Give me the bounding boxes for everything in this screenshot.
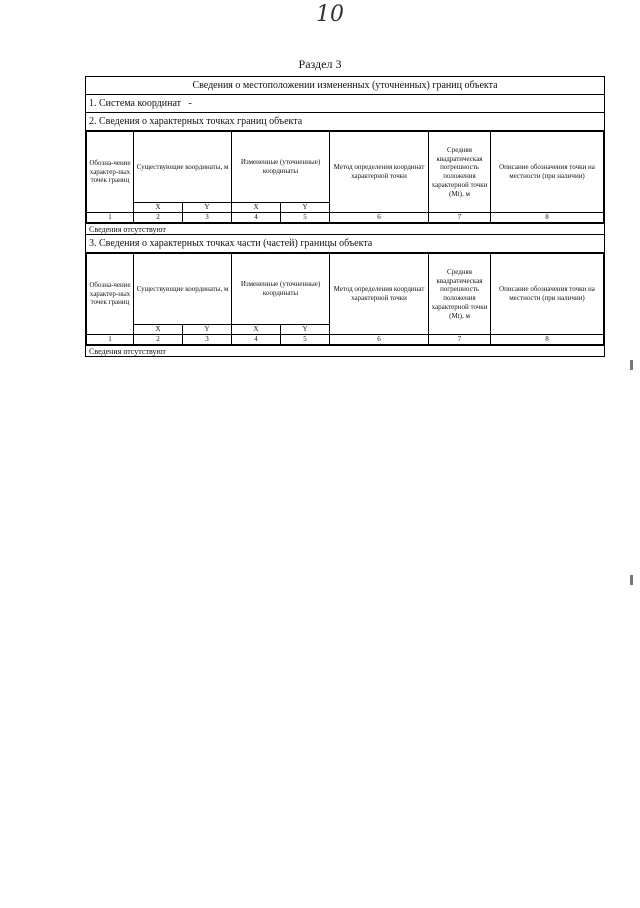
table2-num: 2 <box>134 335 183 345</box>
table1 <box>86 131 604 223</box>
table1-sub-x2: X <box>232 203 281 213</box>
table1-container <box>86 131 605 224</box>
table1-num: 1 <box>87 213 134 223</box>
table2-col-method: Метод определения координат характерной точки <box>330 254 429 335</box>
table1-col-point: Обозна-чение характер-ных точек границ <box>87 132 134 213</box>
table1-num: 3 <box>183 213 232 223</box>
section-title: Раздел 3 <box>298 57 342 71</box>
table1-num: 8 <box>491 213 604 223</box>
table2-sub-x2: X <box>232 325 281 335</box>
table1-col-changed: Измененные (уточненные) координаты <box>232 132 330 203</box>
table1-num: 4 <box>232 213 281 223</box>
table2-title: 3. Сведения о характерных точках части (частей) границы объекта <box>86 235 605 253</box>
table2-sub-y1: Y <box>183 325 232 335</box>
table2-num: 3 <box>183 335 232 345</box>
table1-num: 2 <box>134 213 183 223</box>
coord-system-row <box>86 95 605 113</box>
table2-num: 7 <box>429 335 491 345</box>
table1-sub-x1: X <box>134 203 183 213</box>
table2-no-data: Сведения отсутствуют <box>86 346 605 357</box>
table2-header-row <box>87 254 604 325</box>
table2-col-error: Средняя квадратическая погрешность положения характерной точки (Mt), м <box>429 254 491 335</box>
table2-sub-y2: Y <box>281 325 330 335</box>
table1-col-error: Средняя квадратическая погрешность положения характерной точки (Mt), м <box>429 132 491 213</box>
table2-col-point: Обозна-чение характер-ных точек границ <box>87 254 134 335</box>
block-title: Сведения о местоположении измененных (уточненных) границ объекта <box>86 77 605 95</box>
table1-sub-y1: Y <box>183 203 232 213</box>
table1-col-existing: Существующие координаты, м <box>134 132 232 203</box>
table2-col-changed: Измененные (уточненные) координаты <box>232 254 330 325</box>
scan-edge-mark <box>630 575 633 585</box>
table2-num: 1 <box>87 335 134 345</box>
table2-container <box>86 253 605 346</box>
table1-num: 7 <box>429 213 491 223</box>
table2-num: 6 <box>330 335 429 345</box>
table1-num: 6 <box>330 213 429 223</box>
table2-num: 4 <box>232 335 281 345</box>
table2-num: 5 <box>281 335 330 345</box>
table1-col-method: Метод определения координат характерной точки <box>330 132 429 213</box>
table2-col-existing: Существующие координаты, м <box>134 254 232 325</box>
table1-no-data: Сведения отсутствуют <box>86 224 605 235</box>
coord-system-value: - <box>188 98 192 109</box>
table1-col-description: Описание обозначения точки на местности (при наличии) <box>491 132 604 213</box>
table1-header-row <box>87 132 604 203</box>
table2-number-row <box>87 335 604 345</box>
table1-title: 2. Сведения о характерных точках границ объекта <box>86 113 605 131</box>
table2-col-description: Описание обозначения точки на местности (при наличии) <box>491 254 604 335</box>
table1-number-row <box>87 213 604 223</box>
page-number: 10 <box>316 2 344 27</box>
table2 <box>86 253 604 345</box>
table2-num: 8 <box>491 335 604 345</box>
table1-sub-y2: Y <box>281 203 330 213</box>
scan-edge-mark <box>630 360 633 370</box>
coord-system-label: 1. Система координат <box>89 98 182 109</box>
table1-num: 5 <box>281 213 330 223</box>
table2-sub-x1: X <box>134 325 183 335</box>
form-frame <box>85 76 605 357</box>
